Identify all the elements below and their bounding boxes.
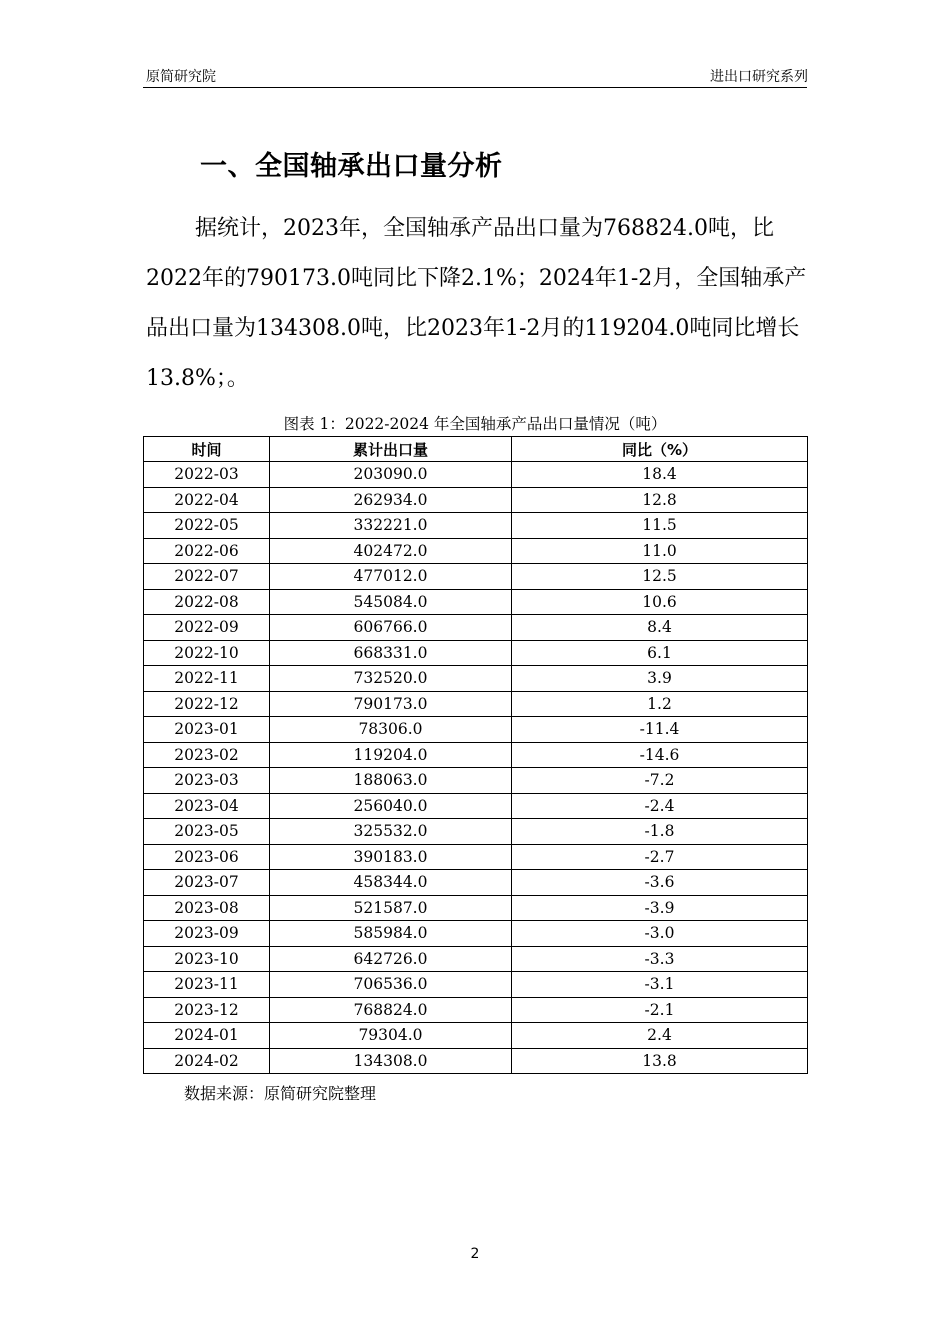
cell-yoy: 3.9: [512, 666, 808, 692]
header-series-name: 进出口研究系列: [710, 69, 808, 85]
table-row: [144, 538, 808, 564]
export-volume-table: [143, 436, 808, 1074]
col-header-time: 时间: [144, 437, 270, 462]
table-row: [144, 1023, 808, 1049]
table-row: [144, 1048, 808, 1074]
cell-time: 2022-05: [144, 513, 270, 539]
table-row: [144, 615, 808, 641]
cell-time: 2023-11: [144, 972, 270, 998]
cell-yoy: -3.3: [512, 946, 808, 972]
cell-yoy: 12.8: [512, 487, 808, 513]
cell-cumulative-export: 390183.0: [270, 844, 512, 870]
table-row: [144, 717, 808, 743]
cell-time: 2023-03: [144, 768, 270, 794]
cell-yoy: 10.6: [512, 589, 808, 615]
table-row: [144, 742, 808, 768]
table-row: [144, 768, 808, 794]
cell-time: 2024-02: [144, 1048, 270, 1074]
cell-time: 2022-06: [144, 538, 270, 564]
cell-time: 2023-12: [144, 997, 270, 1023]
cell-cumulative-export: 545084.0: [270, 589, 512, 615]
cell-cumulative-export: 256040.0: [270, 793, 512, 819]
cell-yoy: -2.7: [512, 844, 808, 870]
table-row: [144, 462, 808, 488]
cell-yoy: -1.8: [512, 819, 808, 845]
cell-yoy: -3.9: [512, 895, 808, 921]
cell-cumulative-export: 668331.0: [270, 640, 512, 666]
cell-yoy: 18.4: [512, 462, 808, 488]
cell-yoy: -3.1: [512, 972, 808, 998]
cell-cumulative-export: 134308.0: [270, 1048, 512, 1074]
cell-cumulative-export: 585984.0: [270, 921, 512, 947]
cell-time: 2022-03: [144, 462, 270, 488]
cell-time: 2022-12: [144, 691, 270, 717]
cell-cumulative-export: 188063.0: [270, 768, 512, 794]
cell-yoy: -3.6: [512, 870, 808, 896]
cell-yoy: 8.4: [512, 615, 808, 641]
cell-time: 2023-09: [144, 921, 270, 947]
table-row: [144, 793, 808, 819]
cell-yoy: 2.4: [512, 1023, 808, 1049]
body-text: [146, 204, 814, 404]
header-divider: [143, 87, 807, 88]
table-row: [144, 564, 808, 590]
header-org-name: 原简研究院: [146, 69, 216, 85]
table-body: [144, 462, 808, 1074]
cell-time: 2023-06: [144, 844, 270, 870]
cell-cumulative-export: 79304.0: [270, 1023, 512, 1049]
table-row: [144, 589, 808, 615]
cell-cumulative-export: 325532.0: [270, 819, 512, 845]
cell-yoy: -2.1: [512, 997, 808, 1023]
cell-time: 2023-08: [144, 895, 270, 921]
table-row: [144, 691, 808, 717]
cell-cumulative-export: 706536.0: [270, 972, 512, 998]
table-row: [144, 997, 808, 1023]
cell-yoy: 1.2: [512, 691, 808, 717]
table-row: [144, 895, 808, 921]
cell-time: 2024-01: [144, 1023, 270, 1049]
page-number: 2: [470, 1246, 480, 1262]
cell-time: 2022-04: [144, 487, 270, 513]
data-source-note: 数据来源：原简研究院整理: [184, 1084, 377, 1103]
table-row: [144, 640, 808, 666]
cell-cumulative-export: 262934.0: [270, 487, 512, 513]
cell-cumulative-export: 768824.0: [270, 997, 512, 1023]
cell-yoy: -2.4: [512, 793, 808, 819]
cell-cumulative-export: 119204.0: [270, 742, 512, 768]
table-row: [144, 946, 808, 972]
cell-cumulative-export: 402472.0: [270, 538, 512, 564]
cell-time: 2022-10: [144, 640, 270, 666]
cell-yoy: 11.0: [512, 538, 808, 564]
body-paragraph: 据统计，2023年，全国轴承产品出口量为768824.0吨，比2022年的790173.0吨同比下降2.1%；2024年1-2月，全国轴承产品出口量为134308.0吨，比2023年1-2月的119204.0吨同比增长13.8%；。: [146, 216, 807, 391]
cell-time: 2023-05: [144, 819, 270, 845]
cell-yoy: 12.5: [512, 564, 808, 590]
table-row: [144, 666, 808, 692]
table-row: [144, 921, 808, 947]
cell-cumulative-export: 332221.0: [270, 513, 512, 539]
cell-time: 2023-01: [144, 717, 270, 743]
cell-yoy: 11.5: [512, 513, 808, 539]
cell-time: 2022-11: [144, 666, 270, 692]
cell-time: 2022-09: [144, 615, 270, 641]
col-header-cumulative-export: 累计出口量: [270, 437, 512, 462]
cell-yoy: 6.1: [512, 640, 808, 666]
table-row: [144, 487, 808, 513]
section-title: 一、全国轴承出口量分析: [200, 151, 503, 182]
cell-time: 2023-10: [144, 946, 270, 972]
cell-cumulative-export: 790173.0: [270, 691, 512, 717]
cell-yoy: 13.8: [512, 1048, 808, 1074]
table-row: [144, 819, 808, 845]
table-header-row: [144, 437, 808, 462]
cell-yoy: -11.4: [512, 717, 808, 743]
cell-time: 2023-02: [144, 742, 270, 768]
cell-cumulative-export: 732520.0: [270, 666, 512, 692]
cell-yoy: -14.6: [512, 742, 808, 768]
cell-cumulative-export: 78306.0: [270, 717, 512, 743]
table-row: [144, 513, 808, 539]
table-row: [144, 972, 808, 998]
cell-time: 2023-04: [144, 793, 270, 819]
table-row: [144, 870, 808, 896]
cell-cumulative-export: 606766.0: [270, 615, 512, 641]
cell-time: 2022-07: [144, 564, 270, 590]
cell-yoy: -3.0: [512, 921, 808, 947]
table-caption: 图表 1：2022-2024 年全国轴承产品出口量情况（吨）: [283, 415, 667, 433]
cell-cumulative-export: 458344.0: [270, 870, 512, 896]
cell-yoy: -7.2: [512, 768, 808, 794]
cell-cumulative-export: 203090.0: [270, 462, 512, 488]
table-row: [144, 844, 808, 870]
cell-cumulative-export: 521587.0: [270, 895, 512, 921]
cell-cumulative-export: 477012.0: [270, 564, 512, 590]
cell-time: 2023-07: [144, 870, 270, 896]
cell-time: 2022-08: [144, 589, 270, 615]
cell-cumulative-export: 642726.0: [270, 946, 512, 972]
col-header-yoy: 同比（%）: [512, 437, 808, 462]
